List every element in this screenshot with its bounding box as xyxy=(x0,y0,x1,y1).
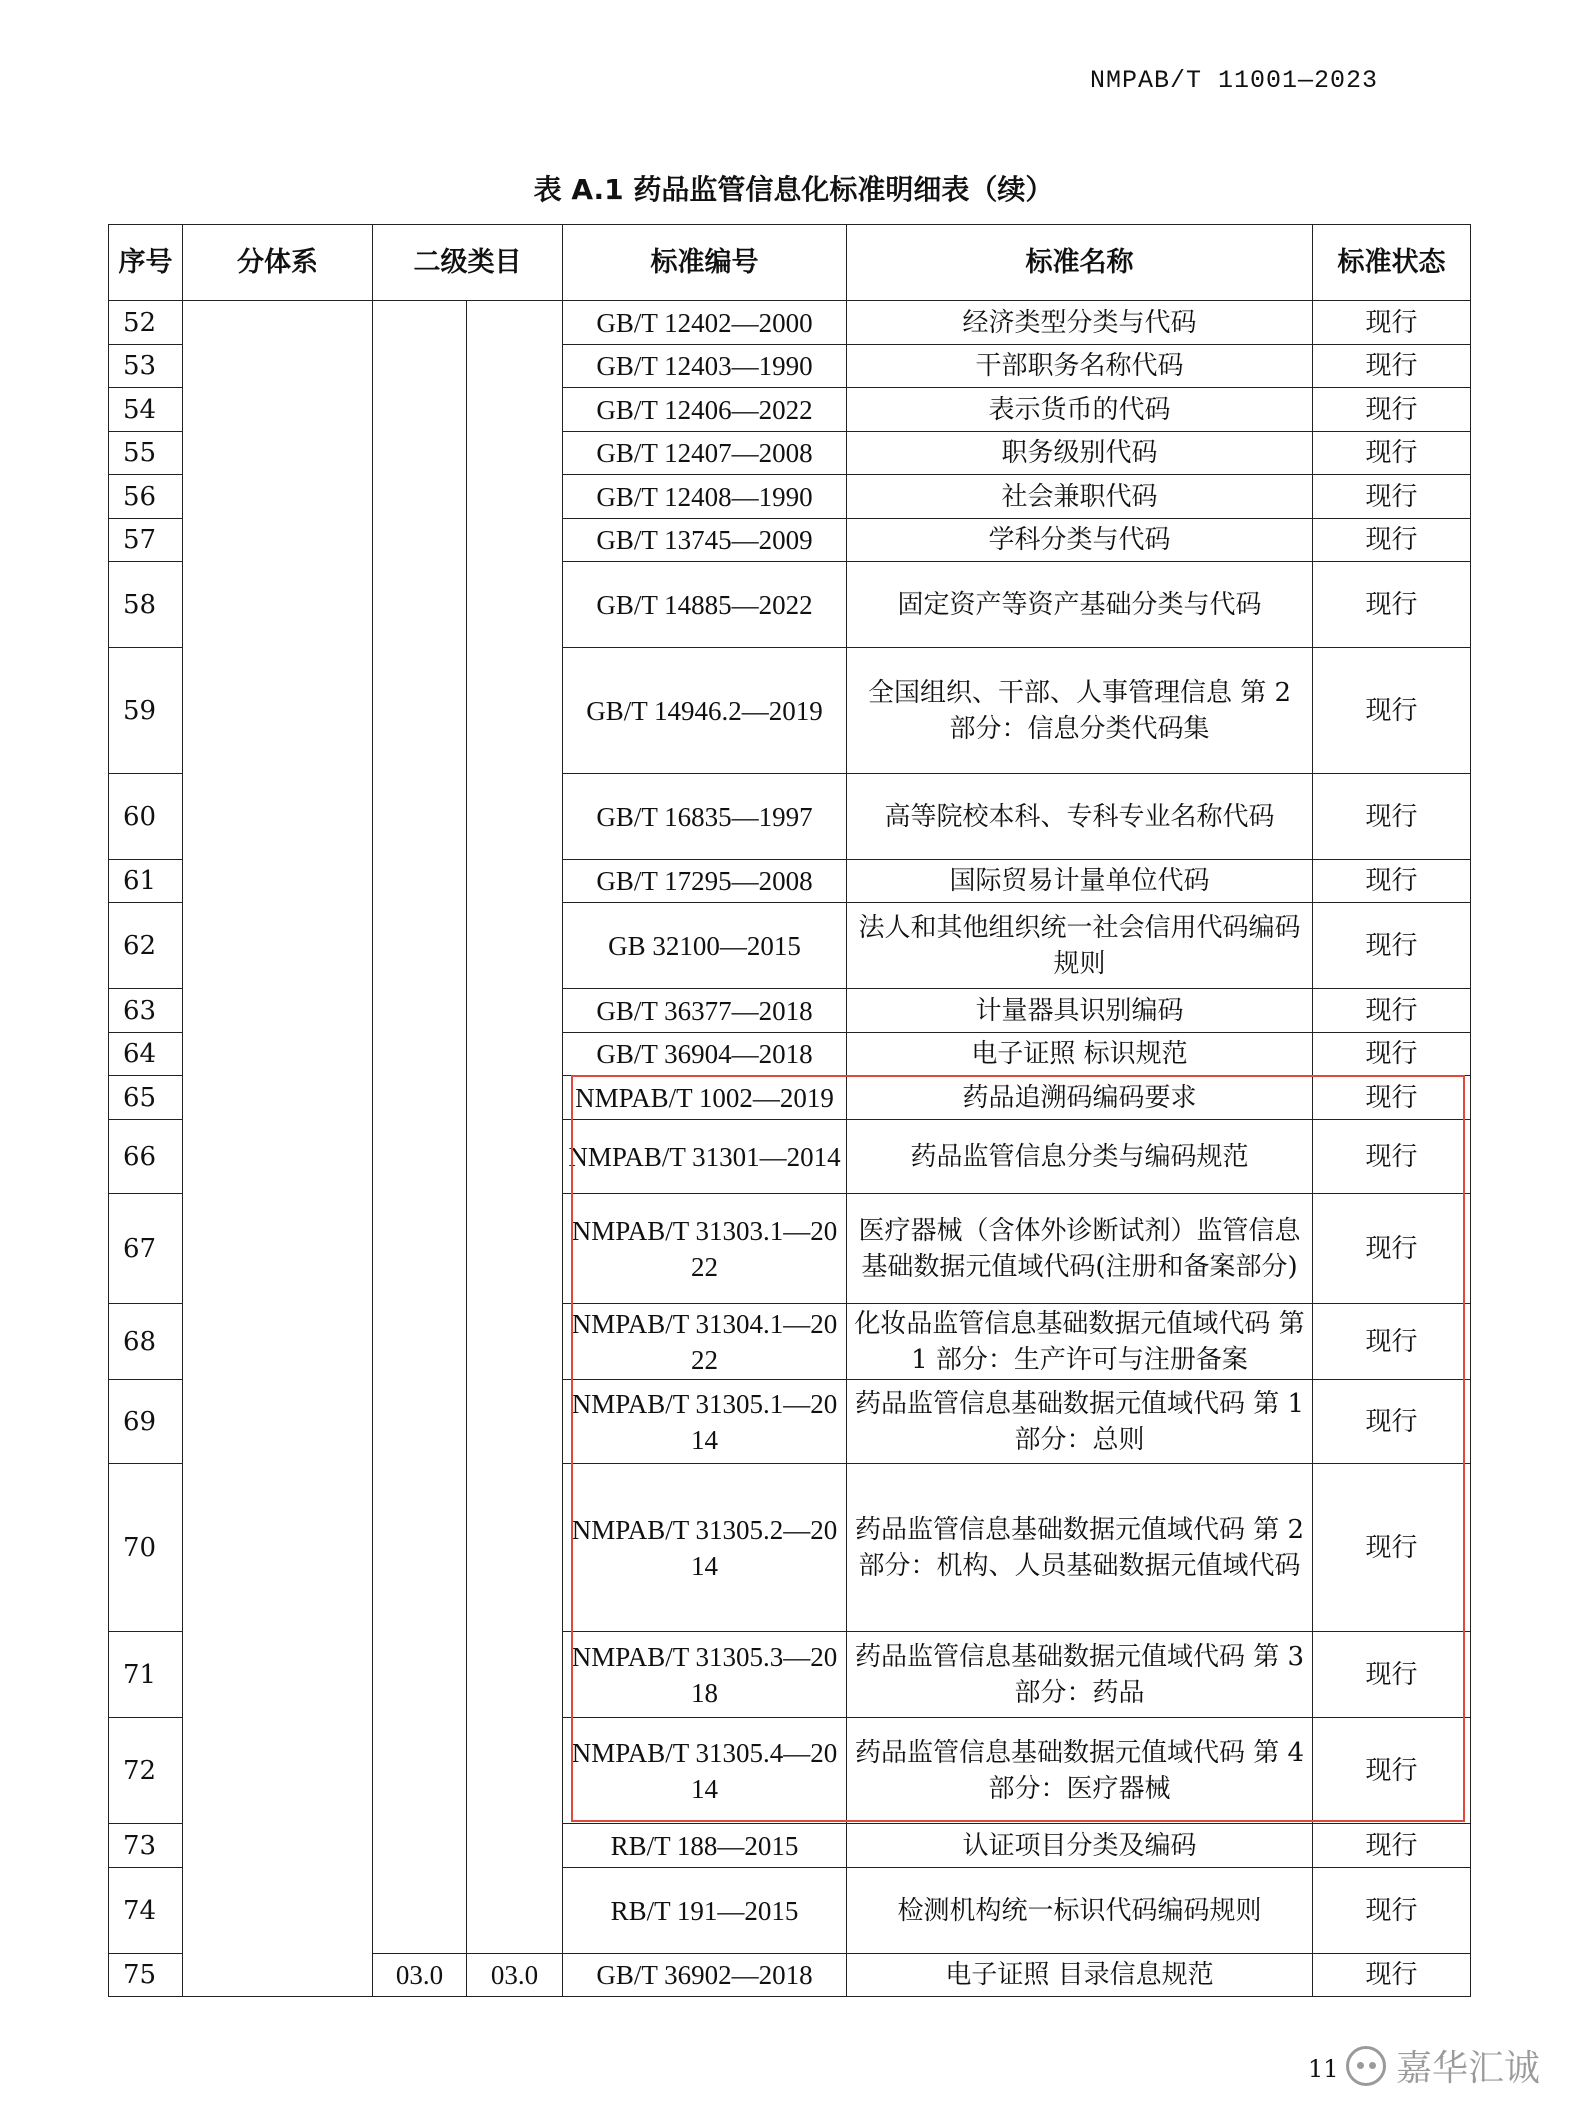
cell-code: GB/T 12402—2000 xyxy=(563,301,847,345)
cell-seq: 57 xyxy=(109,519,183,562)
cell-status: 现行 xyxy=(1313,1954,1471,1997)
cell-status: 现行 xyxy=(1313,1464,1471,1632)
cell-name: 化妆品监管信息基础数据元值域代码 第 1 部分：生产许可与注册备案 xyxy=(847,1304,1313,1380)
cell-name: 固定资产等资产基础分类与代码 xyxy=(847,562,1313,648)
cell-seq: 54 xyxy=(109,388,183,432)
col-header-name: 标准名称 xyxy=(847,225,1313,301)
cell-code: GB/T 16835—1997 xyxy=(563,774,847,860)
cell-name: 高等院校本科、专科专业名称代码 xyxy=(847,774,1313,860)
cell-code: NMPAB/T 31305.4—2014 xyxy=(563,1718,847,1824)
cell-name: 社会兼职代码 xyxy=(847,475,1313,519)
cell-seq: 65 xyxy=(109,1076,183,1120)
cell-seq: 71 xyxy=(109,1632,183,1718)
cell-code: NMPAB/T 31301—2014 xyxy=(563,1120,847,1194)
cell-name: 检测机构统一标识代码编码规则 xyxy=(847,1868,1313,1954)
cell-code: GB/T 36377—2018 xyxy=(563,989,847,1033)
cell-seq: 69 xyxy=(109,1380,183,1464)
cell-status: 现行 xyxy=(1313,1632,1471,1718)
cell-name: 药品监管信息基础数据元值域代码 第 2 部分：机构、人员基础数据元值域代码 xyxy=(847,1464,1313,1632)
cell-status: 现行 xyxy=(1313,519,1471,562)
cell-status: 现行 xyxy=(1313,388,1471,432)
document-code: NMPAB/T 11001—2023 xyxy=(1090,66,1379,95)
cell-name: 电子证照 目录信息规范 xyxy=(847,1954,1313,1997)
cell-seq: 73 xyxy=(109,1824,183,1868)
watermark xyxy=(1346,2040,1540,2091)
cell-name: 医疗器械（含体外诊断试剂）监管信息基础数据元值域代码(注册和备案部分) xyxy=(847,1194,1313,1304)
cell-code: RB/T 191—2015 xyxy=(563,1868,847,1954)
cell-status: 现行 xyxy=(1313,562,1471,648)
cell-code: GB/T 36902—2018 xyxy=(563,1954,847,1997)
cell-status: 现行 xyxy=(1313,475,1471,519)
cell-category-a xyxy=(373,301,467,1954)
cell-name: 药品监管信息分类与编码规范 xyxy=(847,1120,1313,1194)
cell-name: 认证项目分类及编码 xyxy=(847,1824,1313,1868)
cell-seq: 59 xyxy=(109,648,183,774)
cell-seq: 61 xyxy=(109,860,183,903)
cell-code: GB/T 14946.2—2019 xyxy=(563,648,847,774)
cell-status: 现行 xyxy=(1313,774,1471,860)
cell-name: 学科分类与代码 xyxy=(847,519,1313,562)
cell-category-a: 03.0 xyxy=(373,1954,467,1997)
col-header-category: 二级类目 xyxy=(373,225,563,301)
wechat-icon xyxy=(1346,2046,1386,2086)
cell-name: 药品监管信息基础数据元值域代码 第 4 部分：医疗器械 xyxy=(847,1718,1313,1824)
cell-name: 法人和其他组织统一社会信用代码编码规则 xyxy=(847,903,1313,989)
table-title: 表 A.1 药品监管信息化标准明细表（续） xyxy=(533,173,1054,206)
cell-status: 现行 xyxy=(1313,1718,1471,1824)
cell-code: GB/T 36904—2018 xyxy=(563,1033,847,1076)
cell-code: NMPAB/T 31304.1—2022 xyxy=(563,1304,847,1380)
page-number: 11 xyxy=(1308,2055,1339,2083)
cell-seq: 70 xyxy=(109,1464,183,1632)
cell-status: 现行 xyxy=(1313,1033,1471,1076)
cell-name: 经济类型分类与代码 xyxy=(847,301,1313,345)
cell-name: 药品追溯码编码要求 xyxy=(847,1076,1313,1120)
cell-seq: 67 xyxy=(109,1194,183,1304)
table-header-row xyxy=(109,225,1471,301)
cell-name: 电子证照 标识规范 xyxy=(847,1033,1313,1076)
cell-seq: 56 xyxy=(109,475,183,519)
cell-name: 职务级别代码 xyxy=(847,432,1313,475)
cell-seq: 55 xyxy=(109,432,183,475)
cell-code: GB/T 12407—2008 xyxy=(563,432,847,475)
col-header-code: 标准编号 xyxy=(563,225,847,301)
cell-subsystem xyxy=(183,301,373,1997)
cell-name: 干部职务名称代码 xyxy=(847,345,1313,388)
cell-code: RB/T 188—2015 xyxy=(563,1824,847,1868)
cell-status: 现行 xyxy=(1313,1824,1471,1868)
cell-code: NMPAB/T 31303.1—2022 xyxy=(563,1194,847,1304)
cell-status: 现行 xyxy=(1313,648,1471,774)
col-header-status: 标准状态 xyxy=(1313,225,1471,301)
cell-status: 现行 xyxy=(1313,1194,1471,1304)
cell-seq: 64 xyxy=(109,1033,183,1076)
cell-code: GB/T 12403—1990 xyxy=(563,345,847,388)
cell-code: GB/T 12408—1990 xyxy=(563,475,847,519)
cell-seq: 74 xyxy=(109,1868,183,1954)
cell-code: GB/T 17295—2008 xyxy=(563,860,847,903)
cell-name: 国际贸易计量单位代码 xyxy=(847,860,1313,903)
cell-status: 现行 xyxy=(1313,301,1471,345)
cell-status: 现行 xyxy=(1313,1304,1471,1380)
cell-status: 现行 xyxy=(1313,860,1471,903)
standards-table xyxy=(108,224,1471,1997)
cell-status: 现行 xyxy=(1313,1868,1471,1954)
col-header-seq: 序号 xyxy=(109,225,183,301)
cell-status: 现行 xyxy=(1313,1120,1471,1194)
cell-name: 计量器具识别编码 xyxy=(847,989,1313,1033)
cell-category-b: 03.0 xyxy=(467,1954,563,1997)
cell-status: 现行 xyxy=(1313,903,1471,989)
cell-seq: 75 xyxy=(109,1954,183,1997)
cell-category-b xyxy=(467,301,563,1954)
cell-seq: 66 xyxy=(109,1120,183,1194)
cell-seq: 68 xyxy=(109,1304,183,1380)
cell-seq: 63 xyxy=(109,989,183,1033)
cell-seq: 53 xyxy=(109,345,183,388)
cell-seq: 72 xyxy=(109,1718,183,1824)
cell-seq: 62 xyxy=(109,903,183,989)
cell-seq: 60 xyxy=(109,774,183,860)
cell-seq: 58 xyxy=(109,562,183,648)
cell-status: 现行 xyxy=(1313,1076,1471,1120)
cell-code: GB/T 12406—2022 xyxy=(563,388,847,432)
cell-status: 现行 xyxy=(1313,989,1471,1033)
cell-code: NMPAB/T 31305.1—2014 xyxy=(563,1380,847,1464)
cell-code: GB 32100—2015 xyxy=(563,903,847,989)
watermark-text: 嘉华汇诚 xyxy=(1396,2048,1541,2089)
cell-name: 药品监管信息基础数据元值域代码 第 1 部分：总则 xyxy=(847,1380,1313,1464)
cell-code: NMPAB/T 31305.3—2018 xyxy=(563,1632,847,1718)
cell-code: NMPAB/T 1002—2019 xyxy=(563,1076,847,1120)
table-row xyxy=(109,301,1471,345)
col-header-subsystem: 分体系 xyxy=(183,225,373,301)
cell-name: 全国组织、干部、人事管理信息 第 2 部分：信息分类代码集 xyxy=(847,648,1313,774)
cell-name: 药品监管信息基础数据元值域代码 第 3 部分：药品 xyxy=(847,1632,1313,1718)
cell-seq: 52 xyxy=(109,301,183,345)
cell-code: NMPAB/T 31305.2—2014 xyxy=(563,1464,847,1632)
cell-name: 表示货币的代码 xyxy=(847,388,1313,432)
cell-code: GB/T 13745—2009 xyxy=(563,519,847,562)
cell-status: 现行 xyxy=(1313,1380,1471,1464)
cell-status: 现行 xyxy=(1313,345,1471,388)
cell-code: GB/T 14885—2022 xyxy=(563,562,847,648)
cell-status: 现行 xyxy=(1313,432,1471,475)
